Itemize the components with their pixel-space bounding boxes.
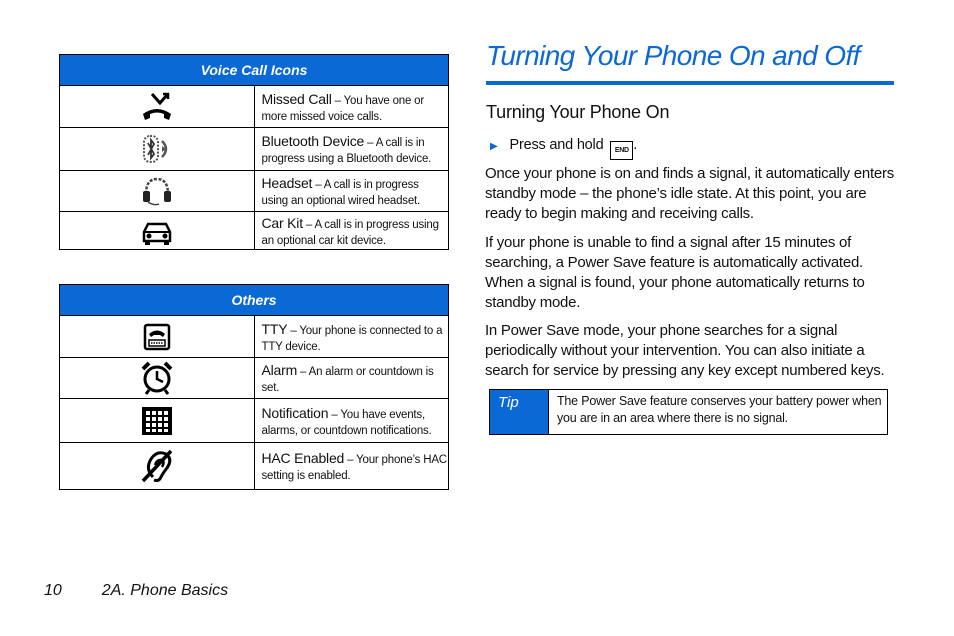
paragraph: In Power Save mode, your phone searches for a signal periodically without your intervention. You can also initiate a search for service by pressing any key except numbered keys. xyxy=(485,322,885,379)
table-header: Others xyxy=(60,285,449,316)
row-term: HAC Enabled xyxy=(261,450,345,466)
table-row xyxy=(60,128,449,171)
table-row xyxy=(60,212,449,250)
row-term: TTY xyxy=(261,320,288,337)
step-text: Press and hold xyxy=(509,137,604,153)
bullet-arrow-icon: ▶ xyxy=(490,141,498,152)
page-title: Turning Your Phone On and Off xyxy=(486,40,860,71)
row-term: Bluetooth Device xyxy=(261,133,365,149)
row-description: – You have events, alarms, or countdown notifications. xyxy=(261,408,432,437)
row-description: – A call is in progress using a Bluetooth device. xyxy=(261,137,432,165)
row-description: – You have one or more missed voice calls. xyxy=(261,94,424,123)
voice-call-icons-table xyxy=(59,54,449,250)
row-description: – A call is in progress using an optional wired headset. xyxy=(261,179,421,207)
row-term: Missed Call xyxy=(261,90,332,107)
step-end: . xyxy=(633,137,638,153)
table-row xyxy=(60,171,449,212)
paragraph: Once your phone is on and finds a signal, it automatically enters standby mode – the phone’s idle state. At this point, you are ready to begin making and receiving calls. xyxy=(485,165,894,222)
row-description: – A call is in progress using an optional car kit device. xyxy=(261,218,439,247)
row-term: Car Kit xyxy=(261,214,303,231)
others-table xyxy=(59,284,449,490)
alarm-clock-icon xyxy=(60,360,254,396)
step-item xyxy=(490,137,637,160)
tip-text: The Power Save feature conserves your battery power when you are in an area where there is no signal. xyxy=(548,390,887,434)
tip-label: Tip xyxy=(490,390,548,434)
page-number: 10 xyxy=(44,582,62,599)
row-description: – Your phone’s HAC setting is enabled. xyxy=(261,454,447,482)
tty-icon xyxy=(60,322,254,352)
headset-icon xyxy=(60,174,254,208)
title-rule xyxy=(486,81,894,85)
notification-icon xyxy=(60,405,254,437)
missed-call-icon xyxy=(60,90,254,124)
car-kit-icon xyxy=(60,216,254,246)
table-row xyxy=(60,443,449,490)
table-header: Voice Call Icons xyxy=(60,55,449,86)
page-footer xyxy=(44,582,228,600)
tip-box xyxy=(489,389,888,435)
section-heading: Turning Your Phone On xyxy=(486,102,670,122)
footer-section: 2A. Phone Basics xyxy=(101,582,229,599)
table-row xyxy=(60,316,449,358)
paragraph: If your phone is unable to find a signal after 15 minutes of searching, a Power Save feature is automatically activated. When a signal is found, your phone automatically returns to standby mode. xyxy=(485,234,865,311)
row-description: – An alarm or countdown is set. xyxy=(261,366,434,394)
hac-enabled-icon xyxy=(60,447,254,485)
table-row xyxy=(60,86,449,128)
table-row xyxy=(60,358,449,399)
end-key-icon: END xyxy=(610,141,633,160)
row-term: Alarm xyxy=(261,362,298,378)
row-term: Notification xyxy=(261,404,329,421)
bluetooth-device-icon xyxy=(60,132,254,166)
row-term: Headset xyxy=(261,175,313,191)
row-description: – Your phone is connected to a TTY device. xyxy=(261,324,443,353)
table-row xyxy=(60,399,449,443)
